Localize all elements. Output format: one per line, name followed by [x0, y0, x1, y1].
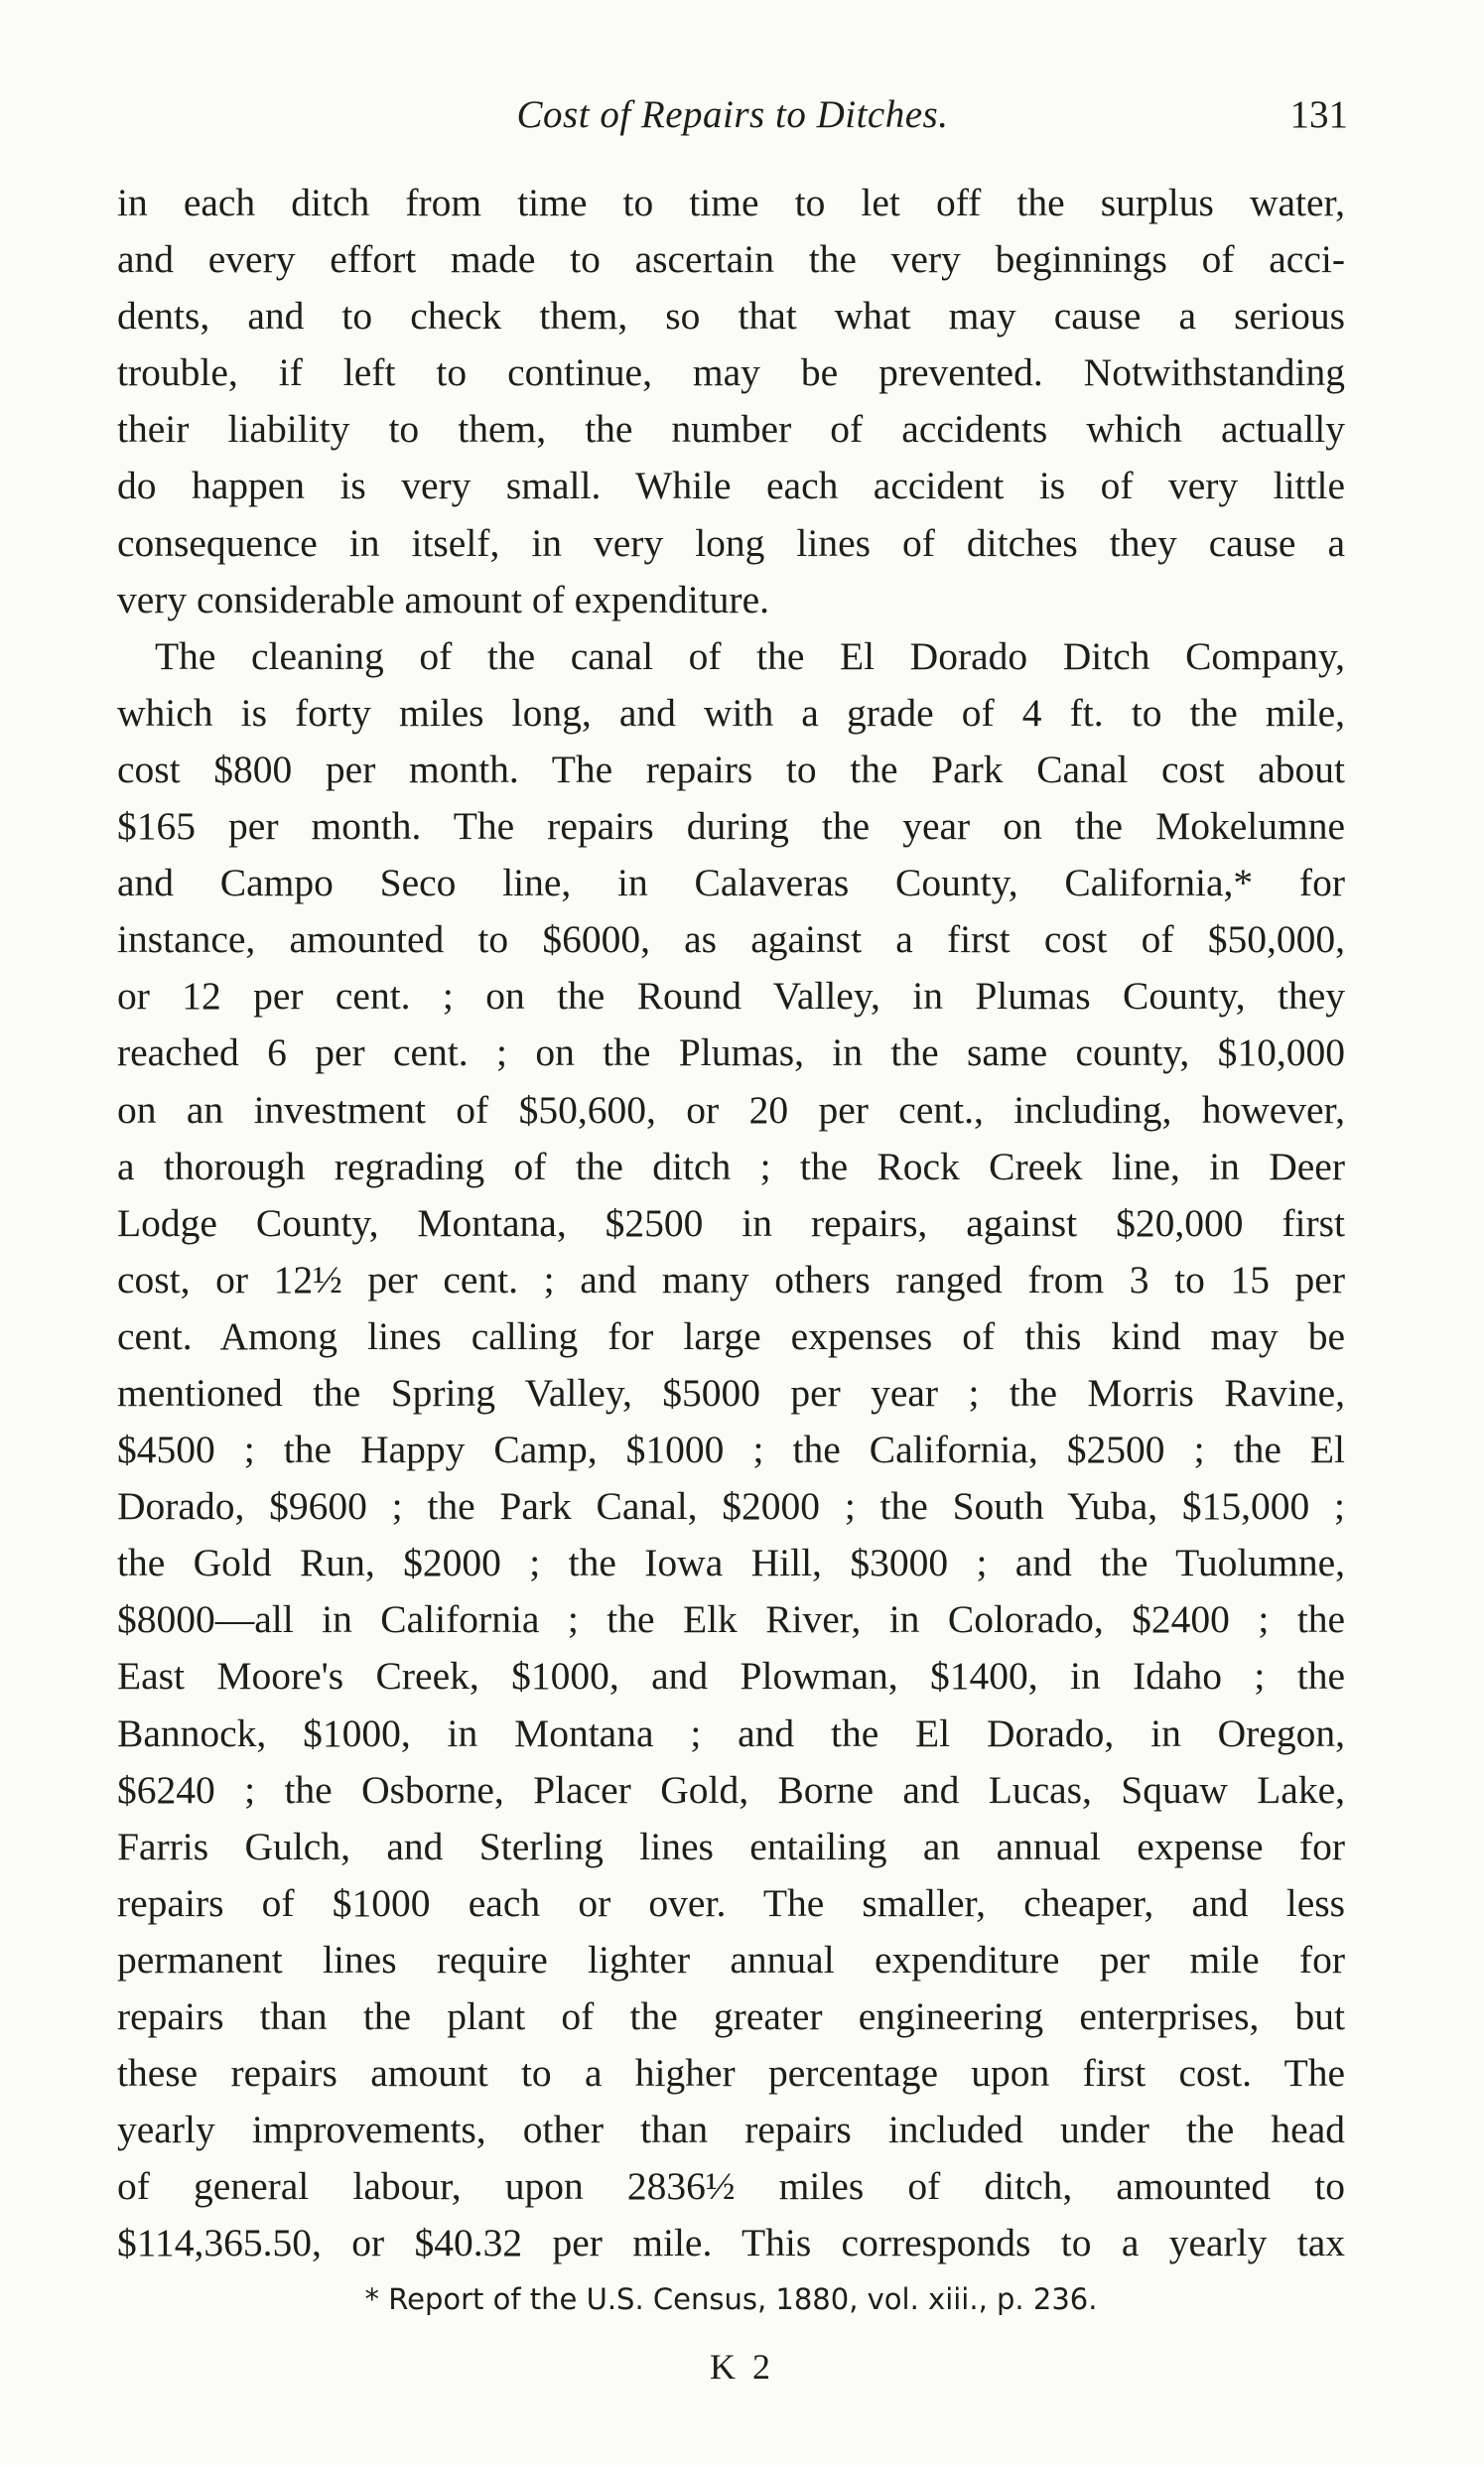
text-line: these repairs amount to a higher percentage upon first cost. The	[117, 2051, 1345, 2096]
text-line: or 12 per cent. ; on the Round Valley, in Plumas County, they	[117, 974, 1345, 1019]
text-line: in each ditch from time to time to let off the surplus water,	[117, 181, 1345, 224]
text-line: which is forty miles long, and with a grade of 4 ft. to the mile,	[117, 690, 1345, 735]
running-head	[117, 85, 1348, 145]
page-number: 131	[1289, 93, 1348, 136]
text-line: Farris Gulch, and Sterling lines entailing an annual expense for	[117, 1824, 1345, 1868]
text-line: do happen is very small. While each accident is of very little	[117, 464, 1345, 508]
text-line: $8000—all in California ; the Elk River, in Colorado, $2400 ; the	[117, 1597, 1345, 1642]
text-line: and Campo Seco line, in Calaveras County, California,* for	[117, 861, 1345, 905]
text-line: repairs than the plant of the greater engineering enterprises, but	[117, 1994, 1345, 2038]
text-line: cent. Among lines calling for large expenses of this kind may be	[117, 1313, 1345, 1358]
text-line: $4500 ; the Happy Camp, $1000 ; the California, $2500 ; the El	[117, 1428, 1345, 1472]
text-line: $6240 ; the Osborne, Placer Gold, Borne and Lucas, Squaw Lake,	[117, 1767, 1345, 1812]
text-line: permanent lines require lighter annual expenditure per mile for	[117, 1937, 1345, 1982]
text-line: trouble, if left to continue, may be prevented. Notwithstanding	[117, 350, 1345, 395]
text-line: a thorough regrading of the ditch ; the Rock Creek line, in Deer	[117, 1144, 1345, 1188]
text-line: the Gold Run, $2000 ; the Iowa Hill, $3000 ; and the Tuolumne,	[117, 1541, 1345, 1585]
text-line: $165 per month. The repairs during the year on the Mokelumne	[117, 804, 1345, 849]
text-line: mentioned the Spring Valley, $5000 per year ; the Morris Ravine,	[117, 1370, 1345, 1415]
signature-mark: K 2	[710, 2347, 774, 2387]
text-line: yearly improvements, other than repairs included under the head	[117, 2108, 1345, 2152]
text-line: cost, or 12½ per cent. ; and many others ranged from 3 to 15 per	[117, 1257, 1345, 1301]
text-line: of general labour, upon 2836½ miles of ditch, amounted to	[117, 2164, 1345, 2209]
text-line: Bannock, $1000, in Montana ; and the El Dorado, in Oregon,	[117, 1711, 1345, 1755]
text-line: dents, and to check them, so that what may cause a serious	[117, 294, 1345, 339]
text-line: East Moore's Creek, $1000, and Plowman, $1400, in Idaho ; the	[117, 1654, 1345, 1699]
text-line: $114,365.50, or $40.32 per mile. This corresponds to a yearly tax	[117, 2221, 1345, 2265]
text-line: instance, amounted to $6000, as against a first cost of $50,000,	[117, 917, 1345, 962]
body-text	[117, 175, 1345, 2271]
footnote: * Report of the U.S. Census, 1880, vol. xiii., p. 236.	[364, 2282, 1098, 2316]
text-line: very considerable amount of expenditure.	[117, 577, 769, 621]
text-line: Lodge County, Montana, $2500 in repairs, against $20,000 first	[117, 1200, 1345, 1245]
text-line: repairs of $1000 each or over. The smaller, cheaper, and less	[117, 1880, 1345, 1925]
running-title: Cost of Repairs to Ditches.	[516, 93, 949, 136]
text-line: consequence in itself, in very long lines of ditches they cause a	[117, 520, 1345, 565]
text-line: their liability to them, the number of accidents which actually	[117, 407, 1345, 452]
text-line: Dorado, $9600 ; the Park Canal, $2000 ; the South Yuba, $15,000 ;	[117, 1484, 1345, 1529]
text-line: The cleaning of the canal of the El Dorado Ditch Company,	[155, 633, 1345, 678]
text-line: on an investment of $50,600, or 20 per cent., including, however,	[117, 1087, 1345, 1132]
text-line: cost $800 per month. The repairs to the Park Canal cost about	[117, 747, 1345, 791]
text-line: and every effort made to ascertain the very beginnings of acci-	[117, 237, 1345, 282]
text-line: reached 6 per cent. ; on the Plumas, in the same county, $10,000	[117, 1030, 1345, 1075]
